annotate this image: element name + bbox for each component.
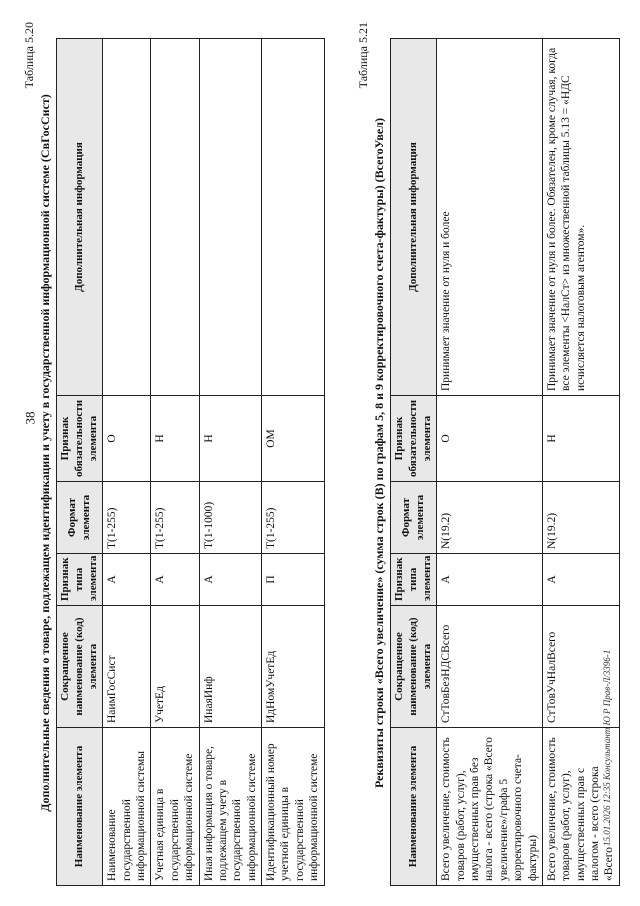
table2-header-cell: Признак типа элемента [391, 554, 437, 606]
table-cell: Н [151, 396, 199, 482]
table1-header-cell: Сокращенное наименование (код) элемента [57, 606, 103, 728]
table-cell: Иная информация о товаре, подлежащем учету в государственной информационной системе [199, 728, 262, 886]
table1-header-cell: Признак обязательности элемента [57, 396, 103, 482]
table-cell: О [437, 396, 543, 482]
table-row [262, 39, 325, 886]
table-row [103, 39, 151, 886]
table-cell: Н [199, 396, 262, 482]
table2-header-cell: Дополнительная информация [391, 39, 437, 396]
table1-header-cell: Дополнительная информация [57, 39, 103, 396]
table1-title: Дополнительные сведения о товаре, подлежащем идентификации и учету в государственной информационной системе (СвГосСист) [38, 94, 52, 812]
table-cell: Идентификационный номер учетной единицы в государственной информационной системе [262, 728, 325, 886]
table-cell: НаимГосСист [103, 606, 151, 728]
table-cell [103, 39, 151, 396]
table-cell [151, 39, 199, 396]
table-cell: О [103, 396, 151, 482]
table2 [390, 38, 620, 886]
table2-header-cell: Формат элемента [391, 482, 437, 554]
table-cell: N(19.2) [542, 482, 619, 554]
table-cell: Учетная единица в государственной информационной системе [151, 728, 199, 886]
table-cell: А [542, 554, 619, 606]
table-cell: Н [542, 396, 619, 482]
table-cell: А [437, 554, 543, 606]
table1-header-cell: Признак типа элемента [57, 554, 103, 606]
table2-title: Реквизиты строки «Всего увеличение» (сумма строк (В) по графам 5, 8 и 9 корректировочного счета-фактуры) (ВсегоУвел) [372, 118, 386, 788]
table-cell: Т(1-1000) [199, 482, 262, 554]
table-cell: Т(1-255) [262, 482, 325, 554]
table-cell: ИнаяИнф [199, 606, 262, 728]
table1-header-cell: Формат элемента [57, 482, 103, 554]
table-row [199, 39, 262, 886]
table-cell: СтТовБезНДСВсего [437, 606, 543, 728]
table2-header-cell: Наименование элемента [391, 728, 437, 886]
table-cell: ИдНомУчетЕд [262, 606, 325, 728]
rotated-page-content [20, 20, 620, 886]
table2-header-row [391, 39, 437, 886]
table2-header-cell: Сокращенное наименование (код) элемента [391, 606, 437, 728]
table-cell: Всего увеличение, стоимость товаров (работ, услуг), имущественных прав без налога - всего (строка «Всего увеличение»/графа 5 корректировочного счета-фактуры) [437, 728, 543, 886]
table-cell: Принимает значение от нуля и более [437, 39, 543, 396]
table2-number: Таблица 5.21 [356, 22, 370, 89]
table-cell [199, 39, 262, 396]
table-cell: Принимает значение от нуля и более. Обязателен, кроме случая, когда все элементы <НалСт> из множественной таблицы 5.13 = «НДС исчисляется налоговым агентом». [542, 39, 619, 396]
footer-stamp: 15.01.2026 12:35 Консультант Ю Р Прав-Л/3396-1 [602, 649, 612, 846]
table-cell: УчетЕд [151, 606, 199, 728]
table-cell: А [151, 554, 199, 606]
table-cell: СтТовУчНалВсего [542, 606, 619, 728]
table-cell: Наименование государственной информационной системы [103, 728, 151, 886]
table-cell: ОМ [262, 396, 325, 482]
table-cell: Т(1-255) [103, 482, 151, 554]
table-cell [262, 39, 325, 396]
table-cell: N(19.2) [437, 482, 543, 554]
table-cell: А [103, 554, 151, 606]
table-row [151, 39, 199, 886]
table-cell: Всего увеличение, стоимость товаров (работ, услуг), имущественных прав с налогом - всего (строка «Всего [542, 728, 619, 886]
table-cell: П [262, 554, 325, 606]
page-number: 38 [22, 411, 38, 425]
table1-header-row [57, 39, 103, 886]
table1 [56, 38, 325, 886]
table-row [437, 39, 543, 886]
table-cell: А [199, 554, 262, 606]
table1-number: Таблица 5.20 [22, 22, 36, 89]
table2-header-cell: Признак обязательности элемента [391, 396, 437, 482]
table1-header-cell: Наименование элемента [57, 728, 103, 886]
table-cell: Т(1-255) [151, 482, 199, 554]
